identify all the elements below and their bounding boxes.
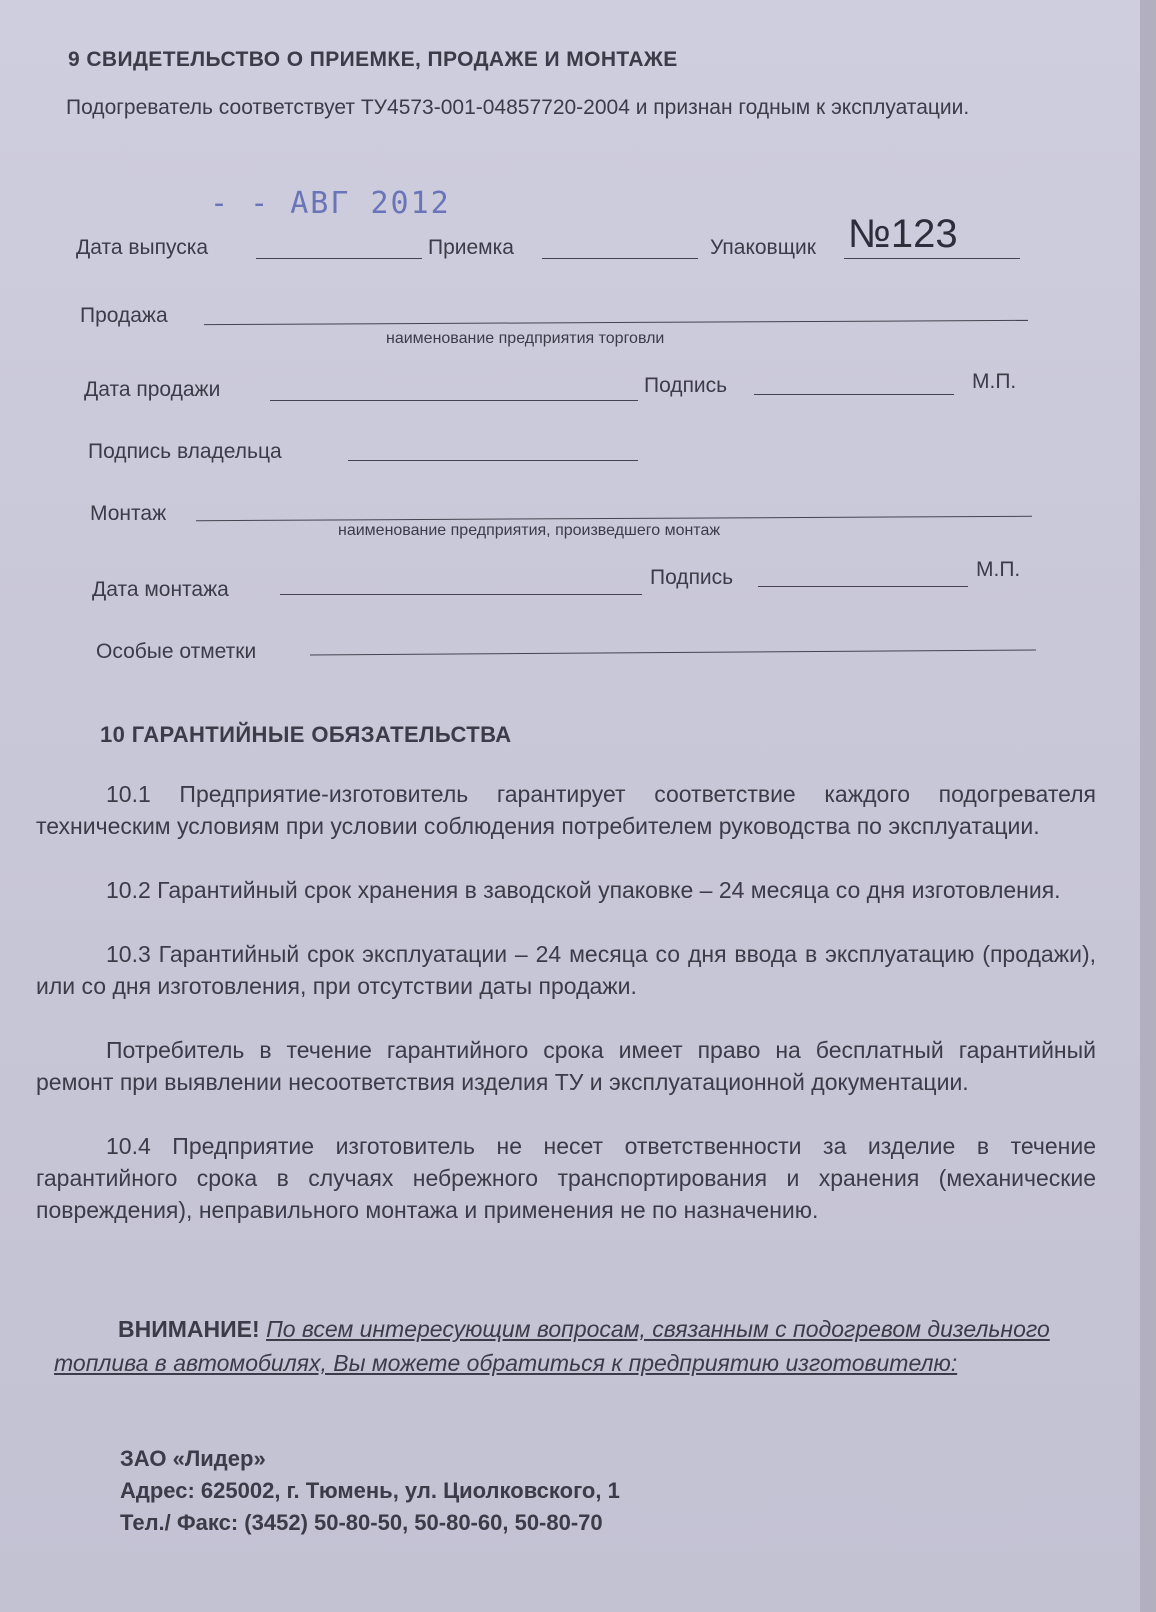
install-label: Монтаж (90, 502, 167, 525)
warranty-clause-10-1: 10.1 Предприятие-изготовитель гарантирует соответствие каждого подогревателя техническим условиям при условии соблюдения потребителем руководства по эксплуатации. (36, 781, 1096, 839)
attention-text: По всем интересующим вопросам, связанным с подогревом дизельного топлива в автомобилях, Вы можете обратиться к предприятию изготовителю: (54, 1316, 1050, 1376)
page-edge (1140, 0, 1156, 1612)
sale-signature-line (754, 394, 954, 395)
company-name: ЗАО «Лидер» (120, 1446, 266, 1471)
packer-number: №123 (848, 212, 958, 256)
sale-line (204, 320, 1028, 325)
special-notes-line (310, 649, 1036, 655)
sale-date-label: Дата продажи (84, 378, 221, 401)
section-9-intro: Подогреватель соответствует ТУ4573-001-04857720-2004 и признан годным к эксплуатации. (66, 96, 970, 119)
install-signature-line (758, 586, 968, 587)
company-phone: Тел./ Факс: (3452) 50-80-50, 50-80-60, 50-80-70 (120, 1510, 603, 1535)
attention-notice (54, 1312, 1074, 1380)
company-address: Адрес: 625002, г. Тюмень, ул. Циолковского, 1 (120, 1478, 620, 1503)
section-10-title: 10 ГАРАНТИЙНЫЕ ОБЯЗАТЕЛЬСТВА (100, 722, 512, 747)
warranty-clause-10-3: 10.3 Гарантийный срок эксплуатации – 24 месяца со дня ввода в эксплуатацию (продажи), или со дня изготовления, при отсутствии даты продажи. (36, 941, 1096, 999)
install-date-label: Дата монтажа (92, 578, 229, 601)
sale-label: Продажа (80, 304, 168, 327)
sale-stamp-place: М.П. (972, 370, 1017, 393)
install-date-line (280, 594, 642, 595)
install-stamp-place: М.П. (976, 558, 1021, 581)
release-date-label: Дата выпуска (76, 236, 209, 259)
sale-date-line (270, 400, 638, 401)
owner-signature-label: Подпись владельца (88, 440, 282, 463)
install-signature-label: Подпись (650, 566, 734, 589)
warranty-consumer-rights: Потребитель в течение гарантийного срока имеет право на бесплатный гарантийный ремонт при выявлении несоответствия изделия ТУ и эксплуатационной документации. (36, 1037, 1096, 1095)
date-stamp: - - АВГ 2012 (210, 186, 451, 221)
section-9-title: 9 СВИДЕТЕЛЬСТВО О ПРИЕМКЕ, ПРОДАЖЕ И МОНТАЖЕ (68, 48, 678, 71)
warranty-clause-10-4: 10.4 Предприятие изготовитель не несет ответственности за изделие в течение гарантийного срока в случаях небрежного транспортирования и хранения (механические повреждения), неправильного монтажа и применения не по назначению. (36, 1133, 1096, 1223)
acceptance-label: Приемка (428, 236, 514, 259)
install-caption: наименование предприятия, произведшего монтаж (338, 522, 721, 539)
install-line (196, 516, 1032, 521)
acceptance-line (542, 258, 698, 259)
sale-caption: наименование предприятия торговли (386, 330, 665, 347)
packer-label: Упаковщик (710, 236, 816, 259)
owner-signature-line (348, 460, 638, 461)
release-date-line (256, 258, 422, 259)
attention-label: ВНИМАНИЕ! (118, 1316, 260, 1342)
special-notes-label: Особые отметки (96, 640, 257, 663)
packer-line (844, 258, 1020, 259)
warranty-clause-10-2: 10.2 Гарантийный срок хранения в заводской упаковке – 24 месяца со дня изготовления. (106, 877, 1061, 903)
sale-signature-label: Подпись (644, 374, 728, 397)
